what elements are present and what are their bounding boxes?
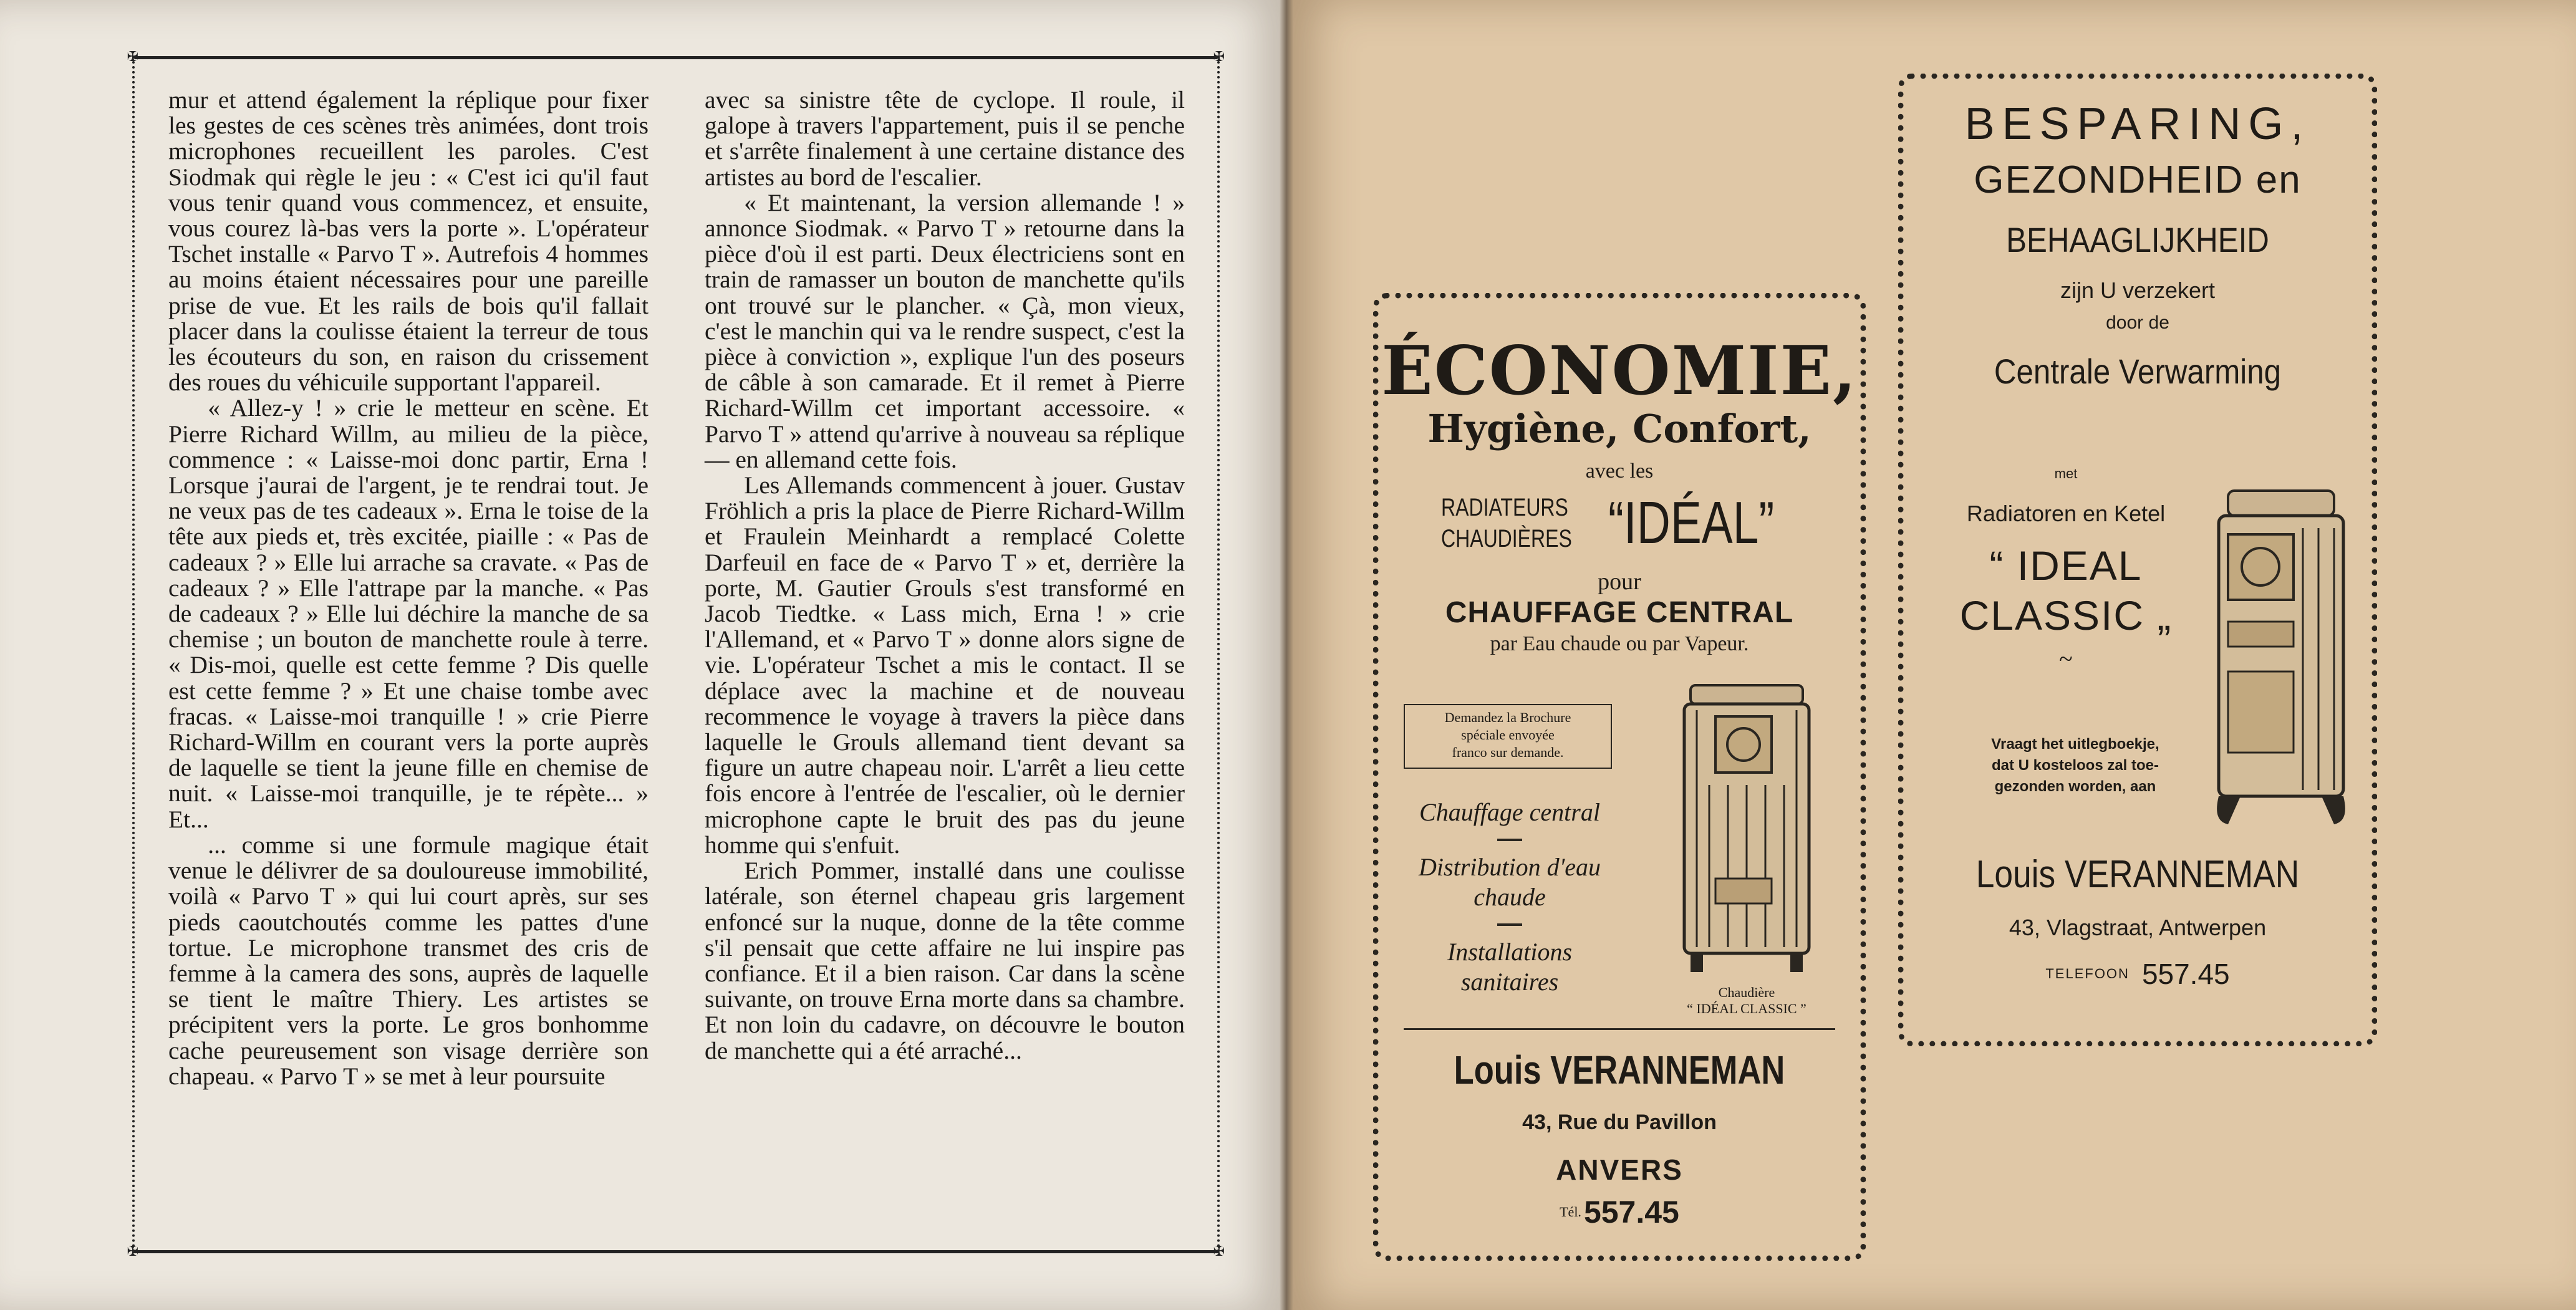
ad-headline: GEZONDHEID en bbox=[1974, 158, 2302, 201]
telephone bbox=[1904, 957, 2371, 991]
tel-label: TELEFOON bbox=[2045, 966, 2130, 981]
article-column-1 bbox=[168, 87, 649, 1222]
paragraph: « Et maintenant, la version allemande ! » annonce Siodmak. « Parvo T » retourne dans la pièce d'où il est parti. Deux électriciens sont en train de ramasser un bouton de manchette qu'ils ont trouvé sur le plancher. « Çà, mon vieux, c'est le manchin qui va le rendre suspect, c'est la pièce à conviction », explique l'un des poseurs de câble à son camarade. Et il remet à Pierre Richard-Willm cet important accessoire. « Parvo T » attend qu'arrive à nouveau sa réplique — en allemand cette fois. bbox=[705, 188, 1185, 473]
advertisement-dutch bbox=[1898, 74, 2377, 1046]
brochure-line: franco sur demande. bbox=[1452, 744, 1564, 760]
corner-ornament-icon: ✠ bbox=[1213, 1244, 1225, 1259]
ad-service-sub: par Eau chaude ou par Vapeur. bbox=[1490, 632, 1749, 655]
ad-text: zijn U verzekert bbox=[2060, 277, 2216, 303]
illustration-caption bbox=[1672, 985, 1821, 1017]
ornament-icon: ~ bbox=[2059, 645, 2073, 673]
booklet-line: Vraagt het uitlegboekje, bbox=[1991, 736, 2159, 753]
company-address: 43, Rue du Pavillon bbox=[1522, 1110, 1717, 1134]
brand-block bbox=[1379, 488, 1860, 562]
caption-line: Chaudière bbox=[1718, 985, 1775, 1000]
paragraph: ... comme si une formule magique était venue le délivrer de sa douloureuse immobilité, voilà « Parvo T » qui lui court après, sur ses pieds caoutchoutés comme les pattes d'une tortue. Le microphone transmet des cris de femme à la camera des sons, auprès de laquelle se tient le maître Thiery. Les artistes se précipitent vers la porte. Le gros bonhomme cache peureusement son visage derrière son chapeau. « Parvo T » se met à leur poursuite bbox=[168, 831, 649, 1090]
feature-item: Distribution d'eau chaude bbox=[1419, 853, 1601, 911]
ad-headline: BEHAAGLIJKHEID bbox=[2006, 220, 2269, 259]
telephone bbox=[1379, 1194, 1860, 1230]
ad-text: avec les bbox=[1585, 460, 1654, 483]
company-city: ANVERS bbox=[1556, 1153, 1683, 1186]
divider bbox=[1497, 923, 1522, 926]
booklet-line: dat U kosteloos zal toe- bbox=[1991, 757, 2159, 774]
paragraph: Erich Pommer, installé dans une coulisse latérale, son éternel chapeau gris largement enfoncé sur la nuque, donne de la tête comme s'il pensait que cette affaire ne lui inspire pas confiance. Et il a bien raison. Car dans la scène suivante, on trouve Erna morte dans sa chambre. Et non loin du cadavre, on découvre le bouton de manchette qui a été arraché... bbox=[705, 857, 1185, 1064]
ad-text: met bbox=[2054, 466, 2078, 481]
advertisement-french bbox=[1373, 293, 1866, 1261]
company-name: Louis VERANNEMAN bbox=[1975, 853, 2300, 896]
article-columns bbox=[168, 87, 1185, 1222]
paragraph: avec sa sinistre tête de cyclope. Il roule, il galope à travers l'appartement, puis il se penche et s'arrête finalement à une certaine distance des artistes au bord de l'escalier. bbox=[705, 86, 1185, 191]
corner-ornament-icon: ✠ bbox=[127, 49, 139, 65]
brand-name: “IDÉAL” bbox=[1608, 489, 1775, 556]
brochure-box bbox=[1404, 704, 1612, 769]
brochure-line: spéciale envoyée bbox=[1461, 727, 1555, 743]
ad-service: CHAUFFAGE CENTRAL bbox=[1445, 596, 1794, 629]
brand-line: CHAUDIÈRES bbox=[1441, 525, 1572, 552]
divider bbox=[1497, 839, 1522, 841]
caption-line: “ IDÉAL CLASSIC ” bbox=[1687, 1001, 1807, 1016]
boiler-illustration-icon bbox=[1672, 673, 1821, 985]
product-block bbox=[1935, 466, 2197, 673]
brochure-line: Demandez la Brochure bbox=[1444, 710, 1571, 725]
ad-text: door de bbox=[2106, 312, 2169, 333]
book-gutter bbox=[1280, 0, 1293, 1310]
boiler-illustration-icon bbox=[2203, 484, 2359, 834]
divider-line bbox=[1404, 1028, 1835, 1030]
brand-line: RADIATEURS bbox=[1441, 494, 1568, 521]
article-column-2 bbox=[705, 87, 1185, 1222]
product-name: “ IDEAL bbox=[1989, 542, 2143, 589]
booklet-text bbox=[1929, 734, 2222, 797]
ad-text: pour bbox=[1598, 569, 1641, 595]
paragraph: mur et attend également la réplique pour fixer les gestes de ces scènes très animées, dont trois microphones recueillent les paroles. C'est Siodmak qui règle le jeu : « C'est ici qu'il faut vous tenir quand vous commencez, et ensuite, vous courez là-bas vers la porte ». L'opérateur Tschet installe « Parvo T ». Autrefois 4 hommes au moins étaient nécessaires pour une pareille prise de vue. Et les rails de bois qu'il fallait placer dans la coulisse étaient la terreur de tous les écouteurs du son, en raison du crissement des roues du véhicuile supportant l'appareil. bbox=[168, 86, 649, 397]
ad-headline: ÉCONOMIE, bbox=[1381, 332, 1858, 410]
tel-number: 557.45 bbox=[2141, 958, 2230, 990]
feature-item: Installations sanitaires bbox=[1447, 938, 1573, 996]
ad-headline: BESPARING, bbox=[1964, 99, 2311, 149]
corner-ornament-icon: ✠ bbox=[1213, 49, 1225, 65]
company-name: Louis VERANNEMAN bbox=[1454, 1048, 1785, 1092]
ad-subheadline: Hygiène, Confort, bbox=[1427, 406, 1811, 451]
feature-list bbox=[1397, 797, 1622, 997]
product-name: CLASSIC „ bbox=[1959, 592, 2173, 638]
company-address: 43, Vlagstraat, Antwerpen bbox=[2009, 915, 2267, 940]
tel-number: 557.45 bbox=[1583, 1195, 1679, 1230]
paragraph: « Allez-y ! » crie le metteur en scène. Et Pierre Richard Willm, au milieu de la pièce, commence : « Laisse-moi donc partir, Erna ! Lorsque j'aurai de l'argent, je te rendrai tout. Je ne veux pas de tes cadeaux ». Erna le toise de la tête aux pieds et, très excitée, piaille : « Pas de cadeaux ? » Elle lui arrache sa cravate. « Pas de cadeaux ? » Elle l'attrape par la manche. « Pas de cadeaux ? » Elle lui déchire la manche de sa chemise ; un bouton de manchette roule à terre. « Dis-moi, quelle est cette femme ? Dis quelle est cette femme ? » Et une chaise tombe avec fracas. « Laisse-moi tranquille ! » crie Pierre Richard-Willm en courant vers la porte auprès de laquelle se tient la jeune fille en chemise de nuit. « Laisse-moi tranquille, je te répète... » Et... bbox=[168, 394, 649, 833]
ad-service: Centrale Verwarming bbox=[1994, 352, 2282, 391]
product-line: Radiatoren en Ketel bbox=[1966, 501, 2166, 526]
paragraph: Les Allemands commencent à jouer. Gustav Fröhlich a pris la place de Pierre Richard-Willm et Fraulein Meinhardt a remplacé Colette Darfeuil en face de « Parvo T » et, derrière la porte, M. Gautier Grouls s'est transformé en Jacob Tiedtke. « Lass mich, Erna ! » crie l'Allemand, et « Parvo T » donne alors signe de vie. L'opérateur Tschet a mis le contact. Il se déplace avec la machine et de nouveau recommence le voyage à travers la pièce dans laquelle le Grouls allemand tient devant sa figure un autre chapeau noir. L'arrêt a lieu cette fois encore à l'entrée de l'escalier, où le dernier microphone capte le bruit des pas du jeune homme qui s'enfuit. bbox=[705, 471, 1185, 859]
corner-ornament-icon: ✠ bbox=[127, 1244, 139, 1259]
tel-label: Tél. bbox=[1560, 1204, 1581, 1220]
booklet-line: gezonden worden, aan bbox=[1994, 778, 2156, 795]
feature-item: Chauffage central bbox=[1419, 798, 1600, 826]
